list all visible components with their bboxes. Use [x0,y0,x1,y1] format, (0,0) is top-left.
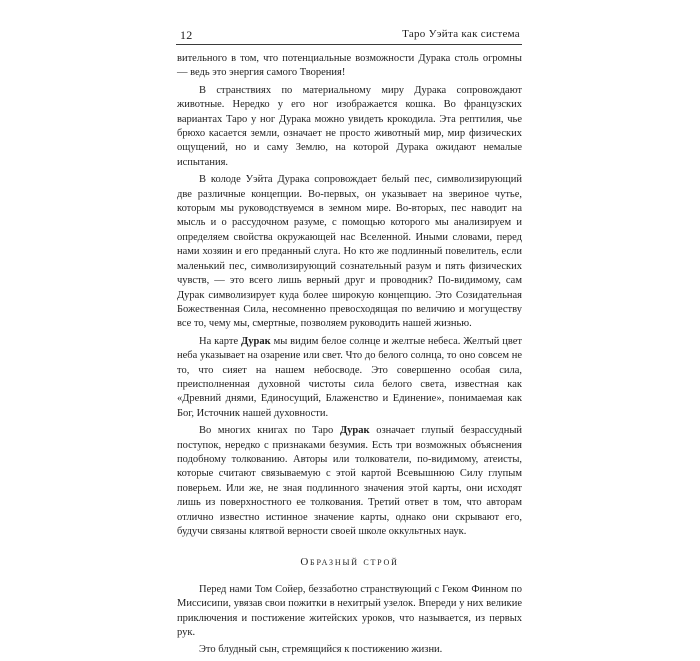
text-run: Во многих книгах по Таро [199,425,340,437]
text-run: означает глупый безрассудный поступок, нередко с признаками безумия. Есть три возможных объяснения подобному толкованию. Авторы или толкователи, по-видимому, атеисты, которые считают связываемую с этой картой Всевышнюю Силу глупым поверьем. Или же, не зная подлинного значения этой карты, они исходят лишь из поверхностного ее толкования. Третий ответ в том, что авторам отлично известно истинное значение карты, однако они скрывают его, будучи связаны клятвой верности своей школе оккультных наук. [177,425,522,537]
page-number: 12 [180,28,193,42]
card-name-fool: Дурак [339,425,370,437]
paragraph-continued: вительного в том, что потенциальные возможности Дурака столь огромны — ведь это энергия самого Творения! [177,53,522,79]
text-run: мы видим белое солнце и желтые небеса. Желтый цвет неба указывает на озарение или свет. Что до белого солнца, то оно совсем не то, что сияет на нашем небосводе. Это совершенно особая сила, преисполненная духовной чистоты сила белого света, известная как «Древний днями, Единосущий, Блаженство и Единение», понимаемая как Бог, Источник нашей духовности. [177,335,522,419]
page-header [176,26,522,45]
running-title: Таро Уэйта как система [402,28,520,40]
paragraph-dog: В колоде Уэйта Дурака сопровождает белый пес, символизирующий две различные концепции. Во-первых, он указывает на звериное чутье, которым мы руководствуемся в земном мире. Во-вторых, пес наводит на мысль и о рассудочном разуме, с помощью которого мы анализируем и определяем свойства окружающей нас Вселенной. Иными словами, перед нами хозяин и его преданный слуга. Но кто же подлинный повелитель, если маленький пес, символизирующий сознательный разум и пять физических чувств, — это всего лишь верный друг и проводник? По-видимому, сам Дурак символизирует куда более широкую концепцию. Это Созидательная Божественная Сила, несомненно превосходящая по величию и могуществу все то, чему мы, смертные, позволяем руководить нашей жизнью. [177,174,522,330]
paragraph-prodigal-son: Это блудный сын, стремящийся к постижению жизни. [199,644,443,656]
paragraph-interpretations [177,424,522,539]
section-heading: Образный строй [300,556,399,569]
text-run: На карте [199,335,242,347]
paragraph-animals: В странствиях по материальному миру Дурака сопровождают животные. Нередко у его ног изображается кошка. Во французских вариантах Таро у ног Дурака можно увидеть крокодила. Эта рептилия, чье брюхо касается земли, означает не просто животный мир, мир физических ощущений, но и саму Землю, на которой Дурака ожидают немалые испытания. [177,84,522,168]
card-name-fool: Дурак [241,335,271,347]
page-body [177,52,522,661]
paragraph-tom-sawyer: Перед нами Том Сойер, беззаботно странствующий с Геком Финном по Миссисипи, увязав свои пожитки в нехитрый узелок. Впереди у них великие приключения и постижение житейских уроков, что называется, из первых рук. [177,583,522,639]
paragraph-white-sun [177,335,522,421]
